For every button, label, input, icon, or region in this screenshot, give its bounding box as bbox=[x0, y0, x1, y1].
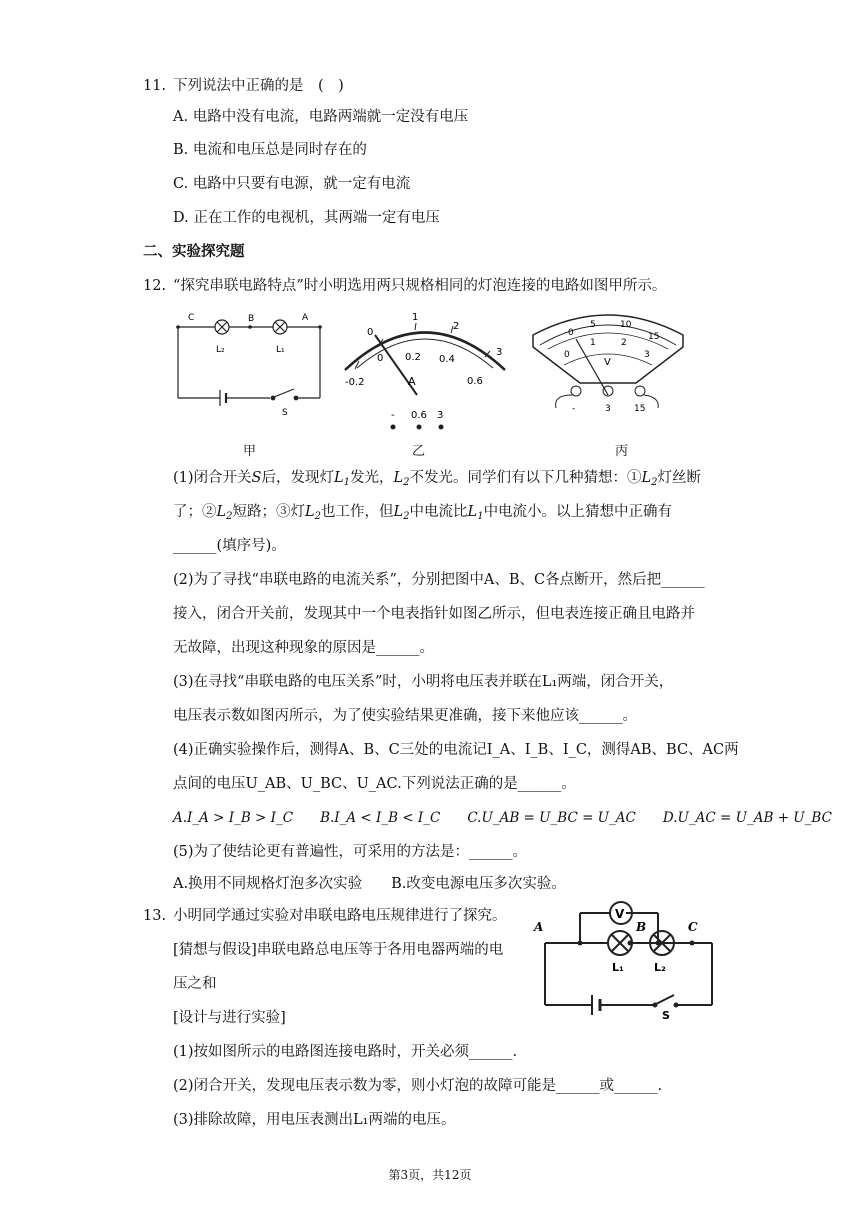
q13-label-b: B bbox=[636, 920, 647, 934]
ammeter-bottom-3: 0.4 bbox=[439, 354, 455, 365]
voltmeter-bottom-0: 0 bbox=[564, 350, 570, 360]
q13-number: 13. bbox=[143, 908, 167, 924]
q12-part4-options: A.I_A > I_B > I_C B.I_A < I_B < I_C C.U_AB = U_BC = U_AC D.U_AC = U_AB + U_BC bbox=[173, 810, 832, 826]
q11-stem: 下列说法中正确的是 ( ) bbox=[173, 78, 344, 94]
q13-stem: 小明同学通过实验对串联电路电压规律进行了探究。 bbox=[173, 908, 507, 924]
q12-part3-line1: (3)在寻找“串联电路的电压关系”时，小明将电压表并联在L₁两端，闭合开关， bbox=[173, 674, 674, 690]
q12-part5-line1: (5)为了使结论更有普遍性，可采用的方法是：______。 bbox=[173, 844, 528, 860]
caption-jia: 甲 bbox=[243, 444, 257, 459]
ammeter-terminal-3: 3 bbox=[437, 410, 444, 421]
q11-number: 11. bbox=[143, 78, 167, 94]
q12-part4-line2: 点间的电压U_AB、U_BC、U_AC.下列说法正确的是______。 bbox=[173, 776, 576, 792]
q13-voltmeter-label: V bbox=[615, 907, 625, 921]
label-s: S bbox=[282, 408, 288, 418]
voltmeter-top-5: 5 bbox=[590, 320, 596, 330]
q13-label-a: A bbox=[534, 920, 544, 934]
q13-label-s: S bbox=[662, 1009, 670, 1020]
page-footer: 第3页，共12页 bbox=[388, 1168, 472, 1182]
voltmeter-top-10: 10 bbox=[620, 320, 632, 330]
q12-part1-line2: 了；$②L_2$短路；③灯$L_2$也工作，但$L_2$中电流比$L_1$中电流小。以上猜想中正确有 bbox=[173, 504, 673, 522]
q12-part1-line3: ______(填序号)。 bbox=[173, 538, 286, 554]
voltmeter-terminal-minus: - bbox=[572, 404, 576, 414]
q12-stem: “探究串联电路特点”时小明选用两只规格相同的灯泡连接的电路如图甲所示。 bbox=[173, 278, 667, 294]
q12-part2-line2: 接入，闭合开关前，发现其中一个电表指针如图乙所示，但电表连接正确且电路并 bbox=[173, 606, 695, 622]
voltmeter-bottom-1: 1 bbox=[590, 338, 596, 348]
q13-step1: (1)按如图所示的电路图连接电路时，开关必须______. bbox=[173, 1044, 518, 1060]
q12-part3-line2: 电压表示数如图丙所示，为了使实验结果更准确，接下来他应该______。 bbox=[173, 708, 637, 724]
voltmeter-top-0: 0 bbox=[568, 328, 574, 338]
q12-part2-line1: (2)为了寻找“串联电路的电流关系”，分别把图中A、B、C各点断开，然后把______ bbox=[173, 572, 705, 588]
q13-design: [设计与进行实验] bbox=[173, 1010, 286, 1026]
q12-part1-line1: (1)闭合开关S后，发现灯$L_1$发光，$L_2$不发光。同学们有以下几种猜想：$①L_2$灯丝断 bbox=[173, 470, 702, 488]
label-c: C bbox=[188, 313, 195, 323]
ammeter-bottom-2: 0.2 bbox=[405, 352, 421, 363]
ammeter-bottom-4: 0.6 bbox=[467, 376, 483, 387]
ammeter-top-2: 2 bbox=[453, 321, 460, 332]
q13-label-l2: L₂ bbox=[654, 961, 666, 974]
q11-option-b: B. 电流和电压总是同时存在的 bbox=[173, 142, 367, 158]
ammeter-terminal-06: 0.6 bbox=[411, 410, 427, 421]
ammeter-unit: A bbox=[408, 375, 416, 388]
voltmeter-top-15: 15 bbox=[648, 332, 660, 342]
ammeter-bottom-1: 0 bbox=[377, 353, 384, 364]
q11-option-d: D. 正在工作的电视机，其两端一定有电压 bbox=[173, 210, 440, 226]
figure-yi-ammeter bbox=[335, 305, 515, 435]
ammeter-top-0: 0 bbox=[367, 327, 374, 338]
q12-number: 12. bbox=[143, 278, 167, 294]
q13-hypothesis-line2: 压之和 bbox=[173, 976, 217, 992]
voltmeter-unit: V bbox=[604, 357, 611, 368]
figure-bing-voltmeter bbox=[528, 305, 688, 423]
caption-yi: 乙 bbox=[412, 444, 426, 459]
caption-bing: 丙 bbox=[615, 444, 629, 459]
q11-option-a: A. 电路中没有电流，电路两端就一定没有电压 bbox=[173, 109, 469, 125]
section-heading: 二、实验探究题 bbox=[143, 243, 245, 260]
label-b: B bbox=[248, 314, 255, 324]
voltmeter-bottom-3: 3 bbox=[644, 350, 650, 360]
figure-jia-circuit bbox=[170, 305, 330, 420]
ammeter-bottom-0: -0.2 bbox=[345, 377, 365, 388]
q13-label-c: C bbox=[688, 920, 698, 934]
voltmeter-terminal-15: 15 bbox=[634, 404, 646, 414]
q13-hypothesis-line1: [猜想与假设]串联电路总电压等于各用电器两端的电 bbox=[173, 942, 504, 958]
ammeter-top-3: 3 bbox=[496, 347, 503, 358]
label-a: A bbox=[302, 313, 309, 323]
q12-part5-options: A.换用不同规格灯泡多次实验 B.改变电源电压多次实验。 bbox=[173, 876, 566, 892]
label-l1: L₁ bbox=[276, 345, 285, 355]
ammeter-terminal-minus: - bbox=[391, 410, 395, 421]
voltmeter-terminal-3: 3 bbox=[605, 404, 611, 414]
label-l2: L₂ bbox=[216, 345, 225, 355]
q13-step3: (3)排除故障，用电压表测出L₁两端的电压。 bbox=[173, 1112, 456, 1128]
voltmeter-bottom-2: 2 bbox=[621, 338, 627, 348]
q11-option-c: C. 电路中只要有电源，就一定有电流 bbox=[173, 176, 411, 192]
ammeter-top-1: 1 bbox=[412, 312, 419, 323]
q12-part2-line3: 无故障，出现这种现象的原因是______。 bbox=[173, 640, 434, 656]
q13-label-l1: L₁ bbox=[612, 961, 624, 974]
q13-step2: (2)闭合开关，发现电压表示数为零，则小灯泡的故障可能是______或______. bbox=[173, 1078, 663, 1094]
figure-q13-circuit bbox=[530, 895, 720, 1020]
q12-part4-line1: (4)正确实验操作后，测得A、B、C三处的电流记I_A、I_B、I_C，测得AB、BC、AC两 bbox=[173, 742, 739, 758]
